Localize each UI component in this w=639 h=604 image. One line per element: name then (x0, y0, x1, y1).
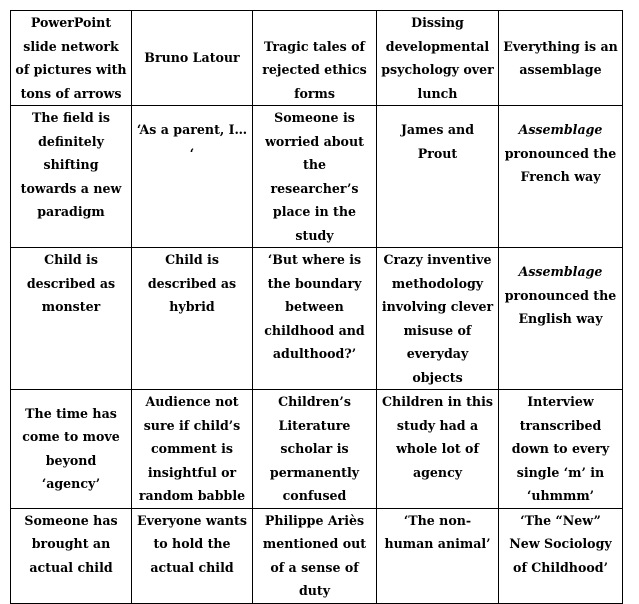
cell-1-5: Everything is an assemblage (499, 11, 623, 106)
grid-row-3 (11, 248, 623, 390)
cell-3-4: Crazy inventive methodology involving clever misuse of everyday objects (377, 248, 499, 390)
cell-3-5 (499, 248, 623, 390)
grid-row-4 (11, 390, 623, 509)
cell-2-2: ‘As a parent, I… ‘ (132, 106, 253, 248)
cell-4-2: Audience not sure if child’s comment is insightful or random babble (132, 390, 253, 509)
cell-3-1: Child is described as monster (11, 248, 132, 390)
cell-2-3: Someone is worried about the researcher’s place in the study (253, 106, 377, 248)
cell-2-4: James and Prout (377, 106, 499, 248)
cell-1-4: Dissing developmental psychology over lunch (377, 11, 499, 106)
cell-3-2: Child is described as hybrid (132, 248, 253, 390)
cell-2-5 (499, 106, 623, 248)
bingo-grid (10, 10, 623, 604)
cell-4-1: The time has come to move beyond ‘agency’ (11, 390, 132, 509)
grid-row-1 (11, 11, 623, 106)
cell-4-5: Interview transcribed down to every single ‘m’ in ‘uhmmm’ (499, 390, 623, 509)
cell-5-1: Someone has brought an actual child (11, 508, 132, 603)
cell-2-1: The field is definitely shifting towards a new paradigm (11, 106, 132, 248)
grid-row-5 (11, 508, 623, 603)
cell-5-5: ‘The “New” New Sociology of Childhood’ (499, 508, 623, 603)
cell-3-5-emphasis: Assemblage (518, 264, 603, 279)
cell-4-3: Children’s Literature scholar is permanently confused (253, 390, 377, 509)
grid-row-2 (11, 106, 623, 248)
cell-5-2: Everyone wants to hold the actual child (132, 508, 253, 603)
cell-5-4: ‘The non-human animal’ (377, 508, 499, 603)
cell-1-2: Bruno Latour (132, 11, 253, 106)
cell-3-5-text: pronounced the English way (504, 287, 617, 326)
cell-2-5-text: pronounced the French way (504, 145, 617, 184)
cell-1-3: Tragic tales of rejected ethics forms (253, 11, 377, 106)
cell-2-5-emphasis: Assemblage (518, 122, 603, 137)
cell-4-4: Children in this study had a whole lot of agency (377, 390, 499, 509)
cell-5-3: Philippe Ariès mentioned out of a sense of duty (253, 508, 377, 603)
cell-1-1: PowerPoint slide network of pictures with tons of arrows (11, 11, 132, 106)
cell-3-3: ‘But where is the boundary between childhood and adulthood?’ (253, 248, 377, 390)
